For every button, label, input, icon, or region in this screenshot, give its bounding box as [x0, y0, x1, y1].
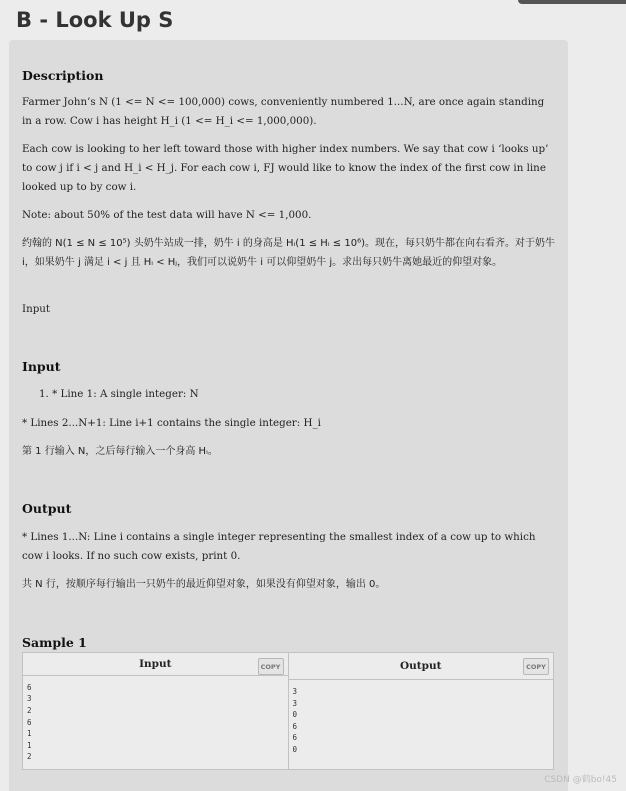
sample-output-label: Output — [400, 660, 442, 672]
description-para-cn: 约翰的 N(1 ≤ N ≤ 10⁵) 头奶牛站成一排，奶牛 i 的身高是 Hᵢ(1 ≤ Hᵢ ≤ 10⁶)。现在，每只奶牛都在向右看齐。对于奶牛 i，如果奶牛 j 满足 i < j 且 Hᵢ < Hⱼ，我们可以说奶牛 i 可以仰望奶牛 j。求出每只奶牛离她最近的仰望对象。 — [22, 238, 555, 268]
output-para-1: * Lines 1...N: Line i contains a single integer representing the smallest index of a cow up to which cow i looks. If no such cow exists, print 0. — [22, 531, 536, 562]
description-para-3: Note: about 50% of the test data will have N <= 1,000. — [22, 209, 312, 221]
input-list — [39, 385, 555, 404]
sample-input-header — [23, 653, 288, 676]
description-para-1: Farmer John’s N (1 <= N <= 100,000) cows, conveniently numbered 1...N, are once again standing in a row. Cow i has height H_i (1 <= H_i <= 1,000,000). — [22, 96, 545, 127]
sample-input-label: Input — [139, 657, 172, 670]
input-para-cn: 第 1 行输入 N，之后每行输入一个身高 Hᵢ。 — [22, 446, 218, 457]
problem-card — [9, 40, 568, 791]
output-para-cn: 共 N 行，按顺序每行输出一只奶牛的最近仰望对象，如果没有仰望对象，输出 0。 — [22, 579, 386, 590]
copy-input-button[interactable]: COPY — [258, 658, 284, 675]
sample-heading: Sample 1 — [22, 635, 87, 650]
sample-input-text: 6 3 2 6 1 1 2 — [27, 682, 32, 762]
description-trailing-label: Input — [22, 303, 51, 315]
output-heading: Output — [22, 501, 72, 516]
watermark: CSDN @鹤bo!45 — [544, 775, 617, 785]
sample-output-header — [289, 653, 554, 680]
sample-output-column — [289, 653, 554, 769]
description-para-2: Each cow is looking to her left toward those with higher index numbers. We say that cow i ‘looks up’ to cow j if i < j and H_i < H_j. For each cow i, FJ would like to know the index of the first cow in line looked up to by cow i. — [22, 143, 549, 193]
description-heading: Description — [22, 68, 104, 83]
sample-output-text: 3 3 0 6 6 0 — [292, 687, 298, 754]
input-para-1: * Lines 2...N+1: Line i+1 contains the single integer: H_i — [22, 417, 321, 429]
page-title: B - Look Up S — [16, 8, 174, 32]
input-heading: Input — [22, 359, 61, 374]
top-shadow-bar — [518, 0, 626, 4]
copy-output-button[interactable]: COPY — [523, 658, 549, 675]
input-list-item: 1. * Line 1: A single integer: N — [39, 388, 199, 400]
sample-input-column — [23, 653, 289, 769]
sample-table — [22, 652, 554, 770]
